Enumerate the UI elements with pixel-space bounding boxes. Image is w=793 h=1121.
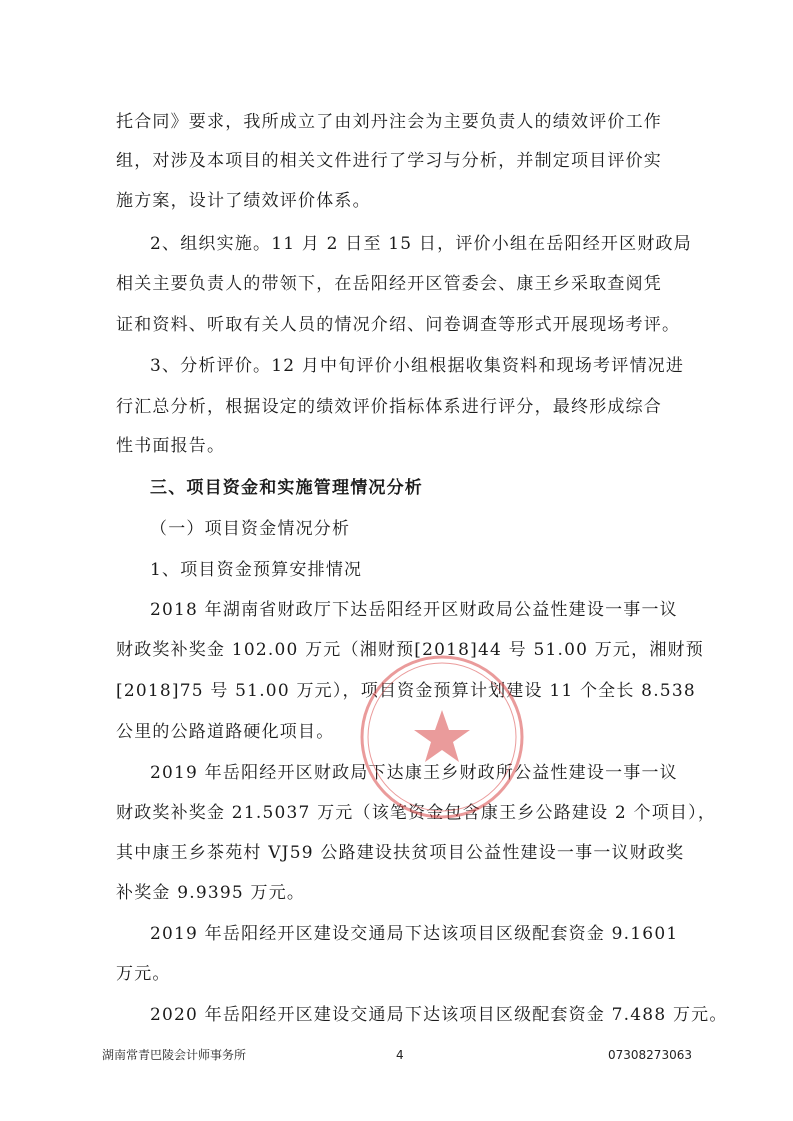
body-text-line: 财政奖补奖金 21.5037 万元（该笔资金包含康王乡公路建设 2 个项目）， — [116, 803, 717, 823]
footer-page-number: 4 — [396, 1048, 404, 1062]
body-text-line: 托合同》要求，我所成立了由刘丹注会为主要负责人的绩效评价工作 — [116, 112, 662, 132]
body-text-line: 2019 年岳阳经开区建设交通局下达该项目区级配套资金 9.1601 — [150, 924, 679, 944]
footer-firm-name: 湖南常青巴陵会计师事务所 — [102, 1048, 247, 1062]
body-text-line: 2020 年岳阳经开区建设交通局下达该项目区级配套资金 7.488 万元。 — [150, 1005, 728, 1025]
section-heading: 三、项目资金和实施管理情况分析 — [150, 478, 423, 498]
official-seal — [357, 652, 527, 822]
body-text-line: 万元。 — [116, 964, 171, 984]
body-text-line: 相关主要负责人的带领下，在岳阳经开区管委会、康王乡采取查阅凭 — [116, 274, 662, 294]
body-text-line: 行汇总分析，根据设定的绩效评价指标体系进行评分，最终形成综合 — [116, 397, 662, 417]
body-text-line: 证和资料、听取有关人员的情况介绍、问卷调查等形式开展现场考评。 — [116, 315, 681, 335]
body-text-line: 2、组织实施。11 月 2 日至 15 日，评价小组在岳阳经开区财政局 — [150, 234, 692, 254]
seal-graphic — [357, 652, 527, 822]
body-text-line: 施方案，设计了绩效评价体系。 — [116, 191, 371, 211]
body-text-line: 其中康王乡茶苑村 VJ59 公路建设扶贫项目公益性建设一事一议财政奖 — [116, 843, 685, 863]
body-text-line: [2018]75 号 51.00 万元），项目资金预算计划建设 11 个全长 8.538 — [116, 681, 696, 701]
body-text-line: 3、分析评价。12 月中旬评价小组根据收集资料和现场考评情况进 — [150, 356, 685, 376]
seal-star — [414, 710, 470, 762]
body-text-line: 性书面报告。 — [116, 436, 226, 456]
footer-phone: 07308273063 — [608, 1048, 692, 1062]
body-text-line: 2018 年湖南省财政厅下达岳阳经开区财政局公益性建设一事一议 — [150, 600, 678, 620]
body-text-line: 组，对涉及本项目的相关文件进行了学习与分析，并制定项目评价实 — [116, 151, 662, 171]
body-text-line: 财政奖补奖金 102.00 万元（湘财预[2018]44 号 51.00 万元，湘财预 — [116, 640, 704, 660]
body-text-line: 2019 年岳阳经开区财政局下达康王乡财政所公益性建设一事一议 — [150, 763, 678, 783]
body-text-line: 公里的公路道路硬化项目。 — [116, 722, 335, 742]
subsection-heading: 1、项目资金预算安排情况 — [150, 560, 363, 580]
subsection-heading: （一）项目资金情况分析 — [150, 519, 351, 539]
body-text-line: 补奖金 9.9395 万元。 — [116, 883, 306, 903]
